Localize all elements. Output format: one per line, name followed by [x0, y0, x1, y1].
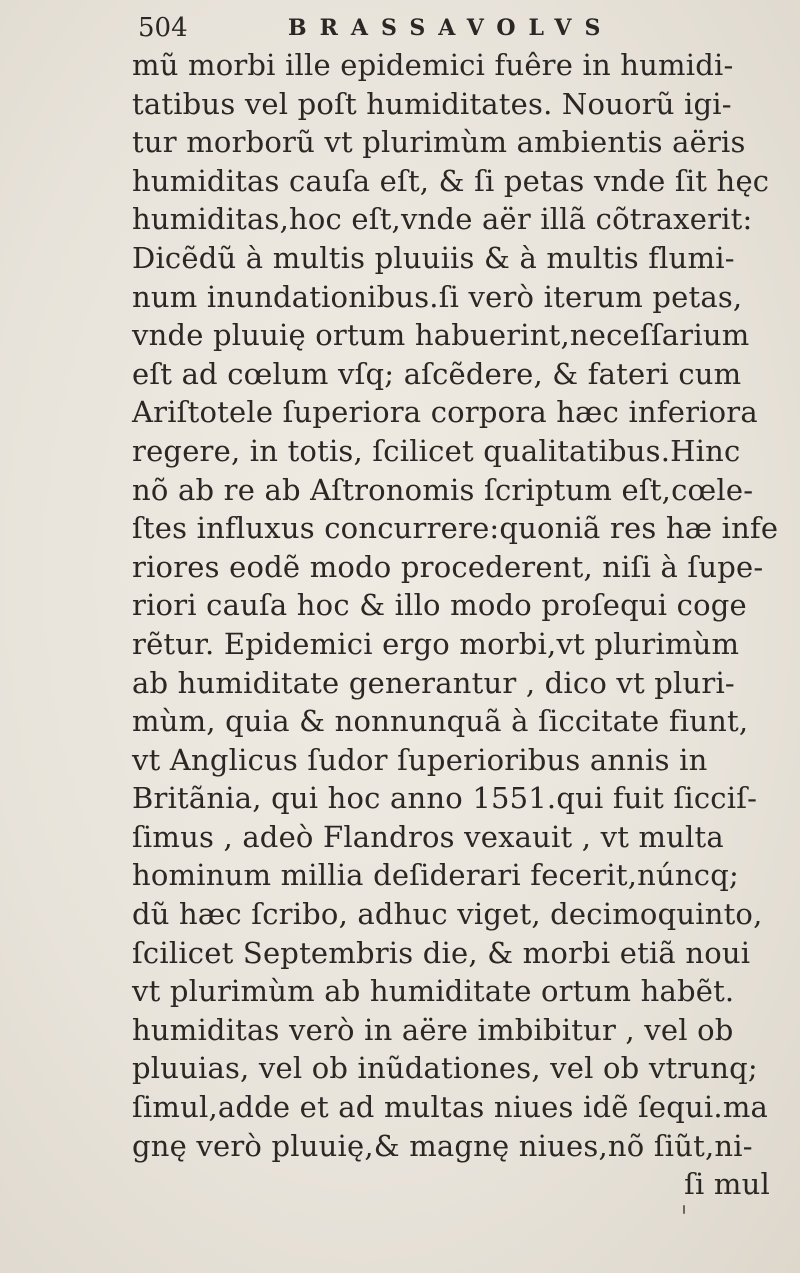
text-line: ab humiditate generantur , dico vt pluri-: [132, 665, 735, 700]
page-header: [138, 8, 658, 48]
text-line: eſt ad cœlum vſq; aſcẽdere, & fateri cum: [132, 356, 742, 391]
text-line: Britãnia, qui hoc anno 1551.qui fuit ſicciſ-: [132, 781, 758, 816]
text-line: ſtes influxus concurrere:quoniã res hæ infe: [132, 511, 779, 546]
text-line: gnę verò pluuię,& magnę niues,nõ ſiũt,ni-: [132, 1128, 753, 1163]
text-line: vnde pluuię ortum habuerint,neceſſarium: [132, 318, 750, 353]
text-line: dũ hæc ſcribo, adhuc viget, decimoquinto,: [132, 897, 763, 932]
text-line: humiditas,hoc eſt,vnde aër illã cõtraxerit:: [132, 202, 753, 237]
text-line: tatibus vel poſt humiditates. Nouorũ igi-: [132, 86, 732, 121]
text-line: riores eodẽ modo procederent, niſi à ſupe-: [132, 549, 764, 584]
body-text: [132, 46, 779, 1204]
catchword-line: ſi mul: [684, 1167, 770, 1202]
page-number: 504: [138, 13, 188, 43]
text-line: Dicẽdũ à multis pluuiis & à multis flumi-: [132, 240, 735, 275]
text-line: humiditas cauſa eſt, & ſi petas vnde ſit hęc: [132, 163, 770, 198]
text-line: regere, in totis, ſcilicet qualitatibus.Hinc: [132, 433, 741, 468]
text-line: Ariſtotele ſuperiora corpora hæc inferiora: [132, 395, 758, 430]
running-head: BRASSAVOLVS: [288, 15, 614, 41]
text-line: vt Anglicus ſudor ſuperioribus annis in: [132, 742, 708, 777]
text-line: riori cauſa hoc & illo modo proſequi coge: [132, 588, 747, 623]
text-line: tur morborũ vt plurimùm ambientis aëris: [132, 125, 746, 160]
text-line: mùm, quia & nonnunquã à ſiccitate fiunt,: [132, 704, 749, 739]
ink-speck: [683, 1205, 685, 1214]
text-line: num inundationibus.ſi verò iterum petas,: [132, 279, 743, 314]
text-line: nõ ab re ab Aſtronomis ſcriptum eſt,cœle-: [132, 472, 754, 507]
text-line: pluuias, vel ob inũdationes, vel ob vtrunq;: [132, 1051, 758, 1086]
text-line: humiditas verò in aëre imbibitur , vel ob: [132, 1012, 734, 1047]
text-line: ſimul,adde et ad multas niues idẽ ſequi.ma: [132, 1090, 769, 1125]
text-line: ſimus , adeò Flandros vexauit , vt multa: [132, 819, 724, 854]
text-line: mũ morbi ille epidemici fuêre in humidi-: [132, 48, 734, 82]
text-line: ſcilicet Septembris die, & morbi etiã noui: [132, 935, 751, 970]
text-line: vt plurimùm ab humiditate ortum habẽt.: [132, 974, 735, 1009]
text-line: rẽtur. Epidemici ergo morbi,vt plurimùm: [132, 626, 740, 661]
text-line: hominum millia deſiderari fecerit,núncq;: [132, 858, 739, 893]
